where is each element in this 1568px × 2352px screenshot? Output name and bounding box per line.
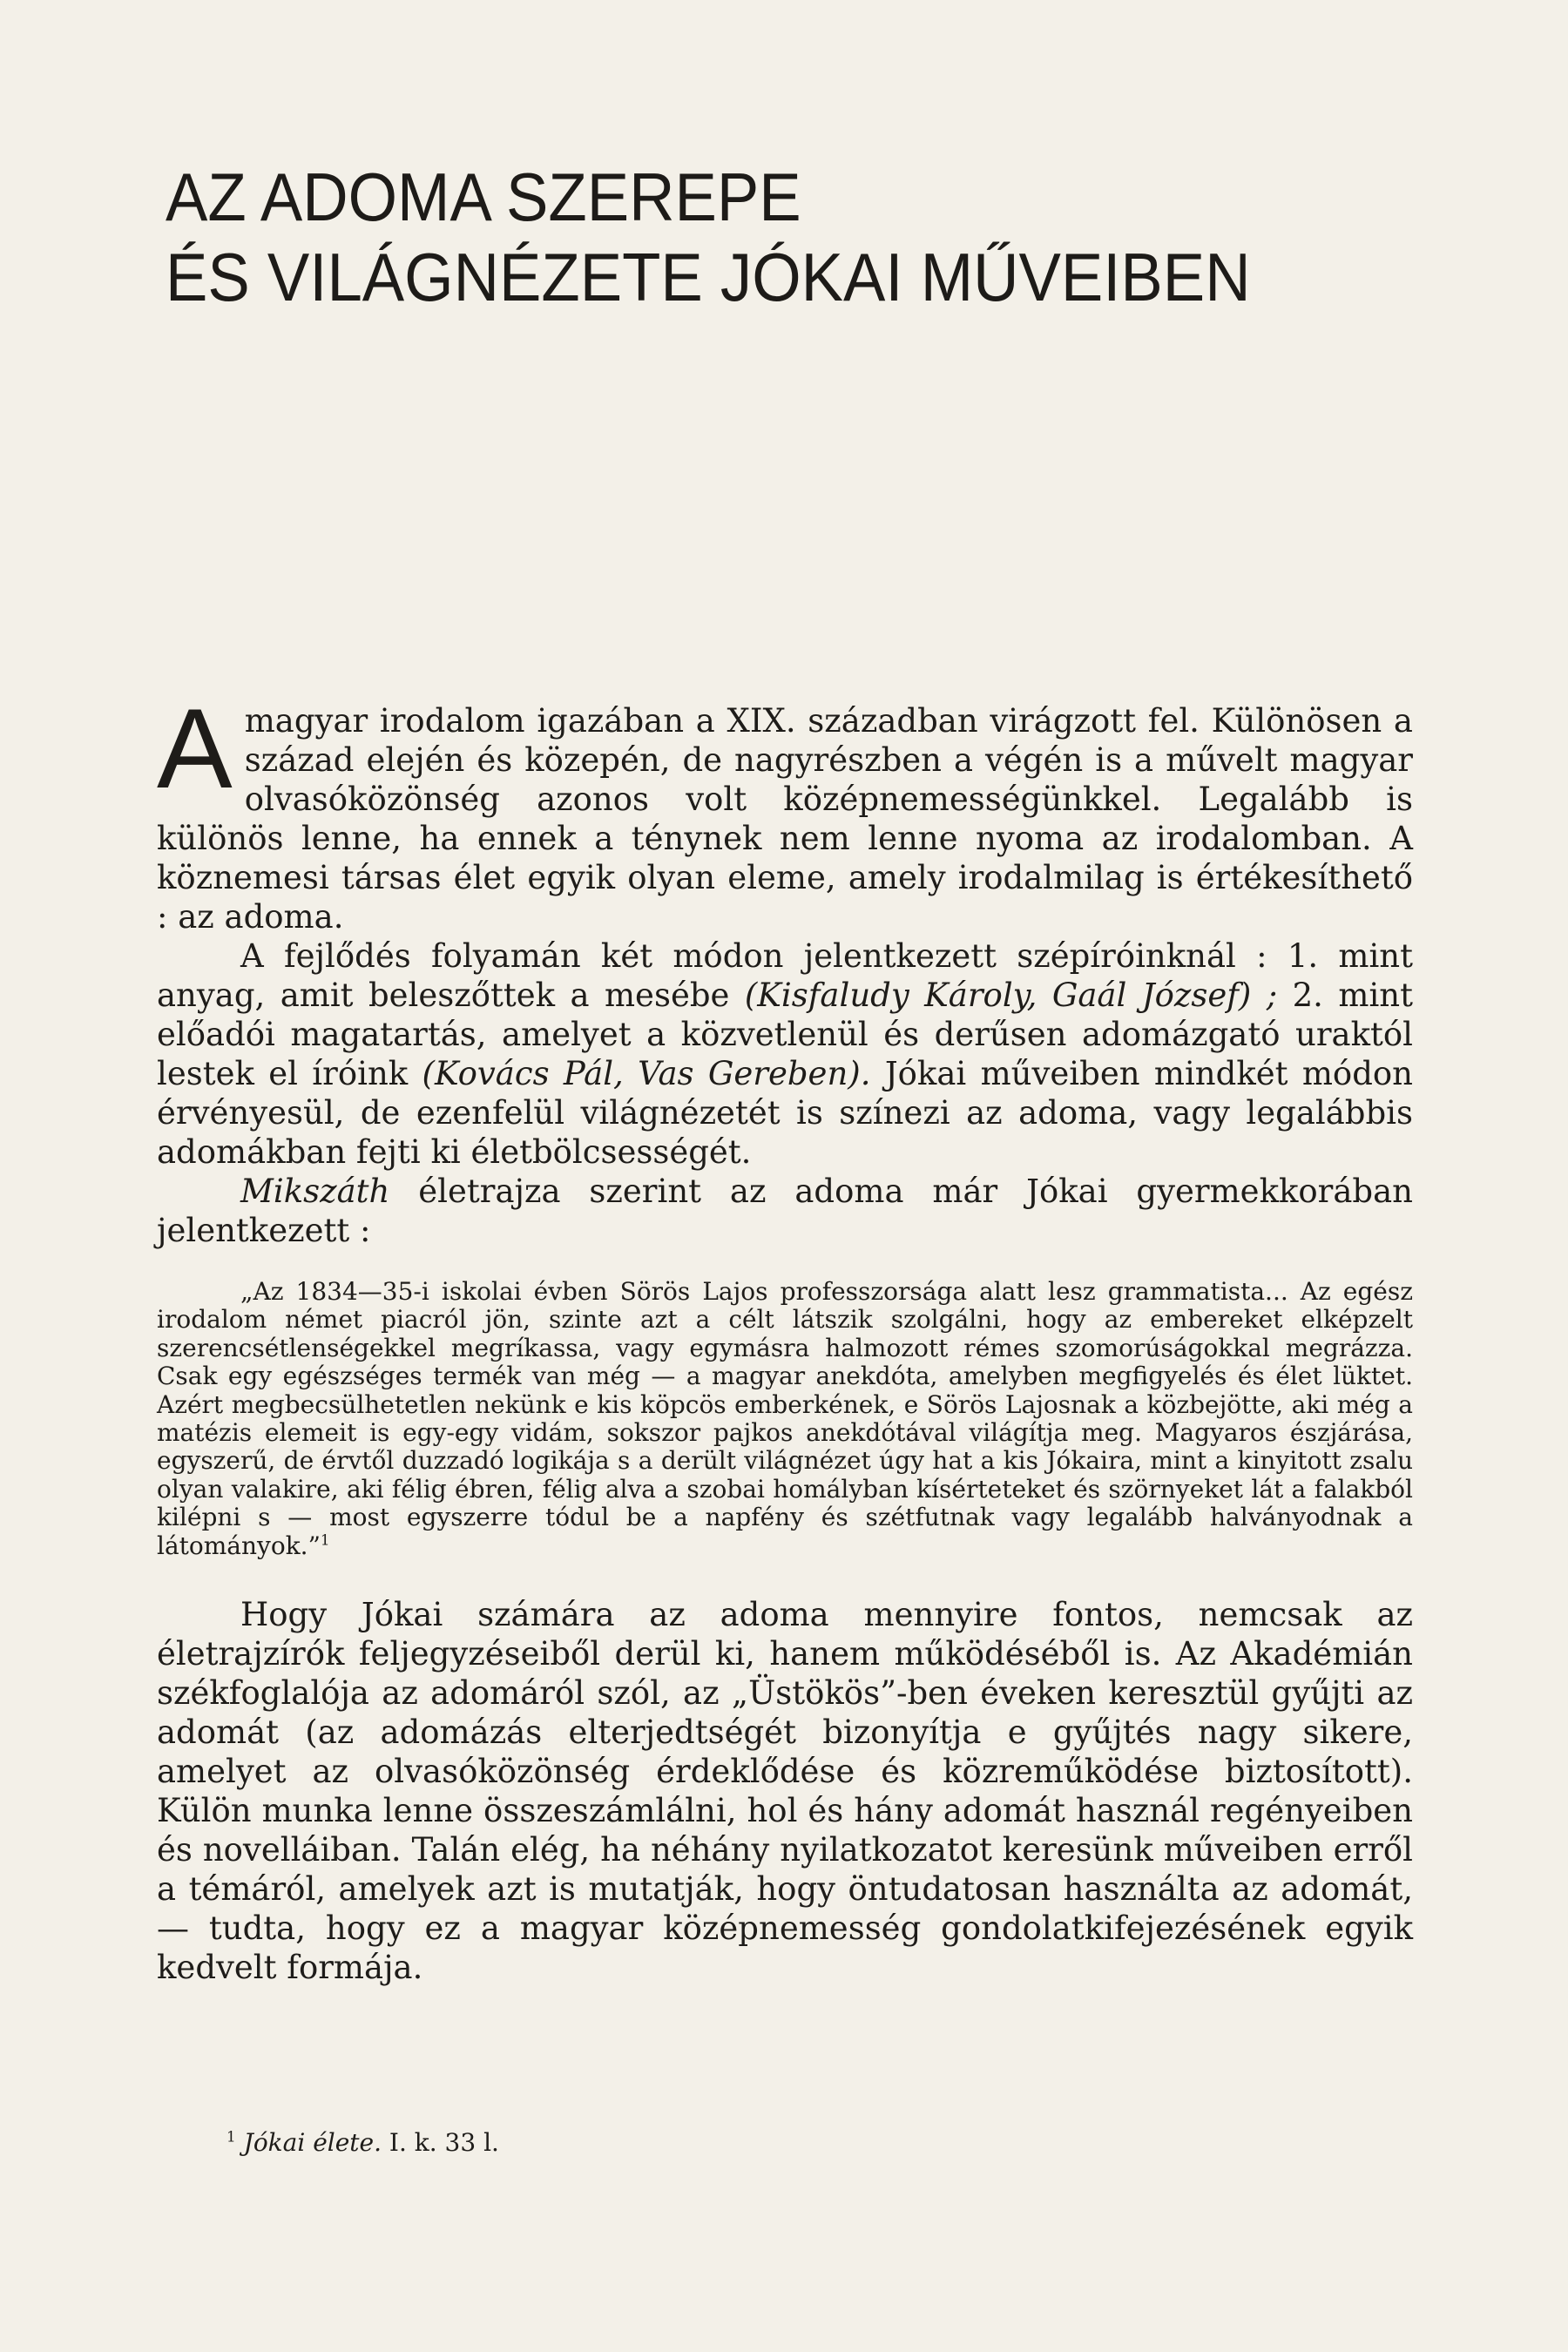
article-title: [166, 157, 1300, 317]
drop-cap: A: [157, 685, 233, 812]
para2-italic-2: (Kovács Pál, Vas Gereben).: [422, 1055, 871, 1092]
intro-text: magyar irodalom igazában a XIX. században virágzott fel. Különösen a század elején és közepén, de nagyrészben a végén is a művelt magyar olvasóközönség azonos volt középnemességünkkel. Legalább is különös lenne, ha ennek a ténynek nem lenne nyoma az irodalomban. A köznemesi társas élet egyik olyan eleme, amely irodalmilag is értékesíthető : az adoma.: [157, 702, 1413, 936]
para3-italic: Mikszáth: [240, 1173, 390, 1210]
title-line-2: ÉS VILÁGNÉZETE JÓKAI MŰVEIBEN: [166, 239, 1251, 315]
footnote-number: 1: [226, 2127, 236, 2146]
para2-text-1: A fejlődés folyamán két módon jelentkezett szépíróinknál : 1. mint anyag, amit beleszőttek a mesébe: [157, 937, 1413, 1014]
para2-text-2: 2. mint előadói magatartás, amelyet a közvetlenül és derűsen adomázgató uraktól lestek el íróink: [157, 977, 1413, 1092]
para3-text: életrajza szerint az adoma már Jókai gyermekkorában jelentkezett :: [157, 1173, 1413, 1249]
quote-text: „Az 1834—35-i iskolai évben Sörös Lajos professzorsága alatt lesz grammatista... Az egész irodalom német piacról jön, szinte azt a célt látszik szolgálni, hogy az embereket elképzelt szerencsétlenségekkel megríkassa, vagy egymásra halmozott rémes szomorúságokkal megrázza. Csak egy egészséges termék van még — a magyar anekdóta, amelyben megfigyelés és élet lüktet. Azért megbecsülhetetlen nekünk e kis köpcös emberkének, e Sörös Lajosnak a közbejötte, aki még a matézis elemeit is egy-egy vidám, sokszor pajkos anekdótával világítja meg. Magyaros észjárása, egyszerű, de érvtől duzzadó logikája s a derült világnézet úgy hat a kis Jókaira, mint a kinyitott zsalu olyan valakire, aki félig ébren, félig alva a szobai homályban kísérteteket és szörnyeket lát a falakból kilépni s — most egyszerre tódul be a napfény és szétfutnak vagy legalább halványodnak a látományok.”: [157, 1277, 1413, 1560]
para2-italic-1: (Kisfaludy Károly, Gaál József) ;: [744, 977, 1278, 1014]
block-quote: [157, 1278, 1413, 1560]
paragraph-4: [157, 1595, 1413, 1987]
footnote-title: Jókai élete.: [243, 2128, 382, 2157]
para2-text-3: Jókai műveiben mindkét módon érvényesül, de ezenfelül világnézetét is színezi az adoma, vagy legalábbis adomákban fejti ki életbölcsességét.: [157, 1055, 1413, 1171]
footnote: [226, 2128, 499, 2157]
paragraph-2: [157, 936, 1413, 1172]
article-body: [157, 685, 1413, 1987]
paragraph-3: [157, 1172, 1413, 1250]
para4-text: Hogy Jókai számára az adoma mennyire fontos, nemcsak az életrajzírók feljegyzéseiből derül ki, hanem működéséből is. Az Akadémián székfoglalója az adomáról szól, az „Üstökös”-ben éveken keresztül gyűjti az adomát (az adomázás elterjedtségét bizonyítja e gyűjtés nagy sikere, amelyet az olvasóközönség érdeklődése és közreműködése biztosított). Külön munka lenne összeszámlálni, hol és hány adomát használ regényeiben és novelláiban. Talán elég, ha néhány nyilatkozatot keresünk műveiben erről a témáról, amelyek azt is mutatják, hogy öntudatosan használta az adomát, — tudta, hogy ez a magyar középnemesség gondolatkifejezésének egyik kedvelt formája.: [157, 1596, 1413, 1987]
intro-paragraph: [157, 685, 1413, 936]
title-line-1: AZ ADOMA SZEREPE: [166, 159, 801, 235]
footnote-rest: I. k. 33 l.: [382, 2128, 499, 2157]
footnote-ref: 1: [320, 1531, 330, 1549]
